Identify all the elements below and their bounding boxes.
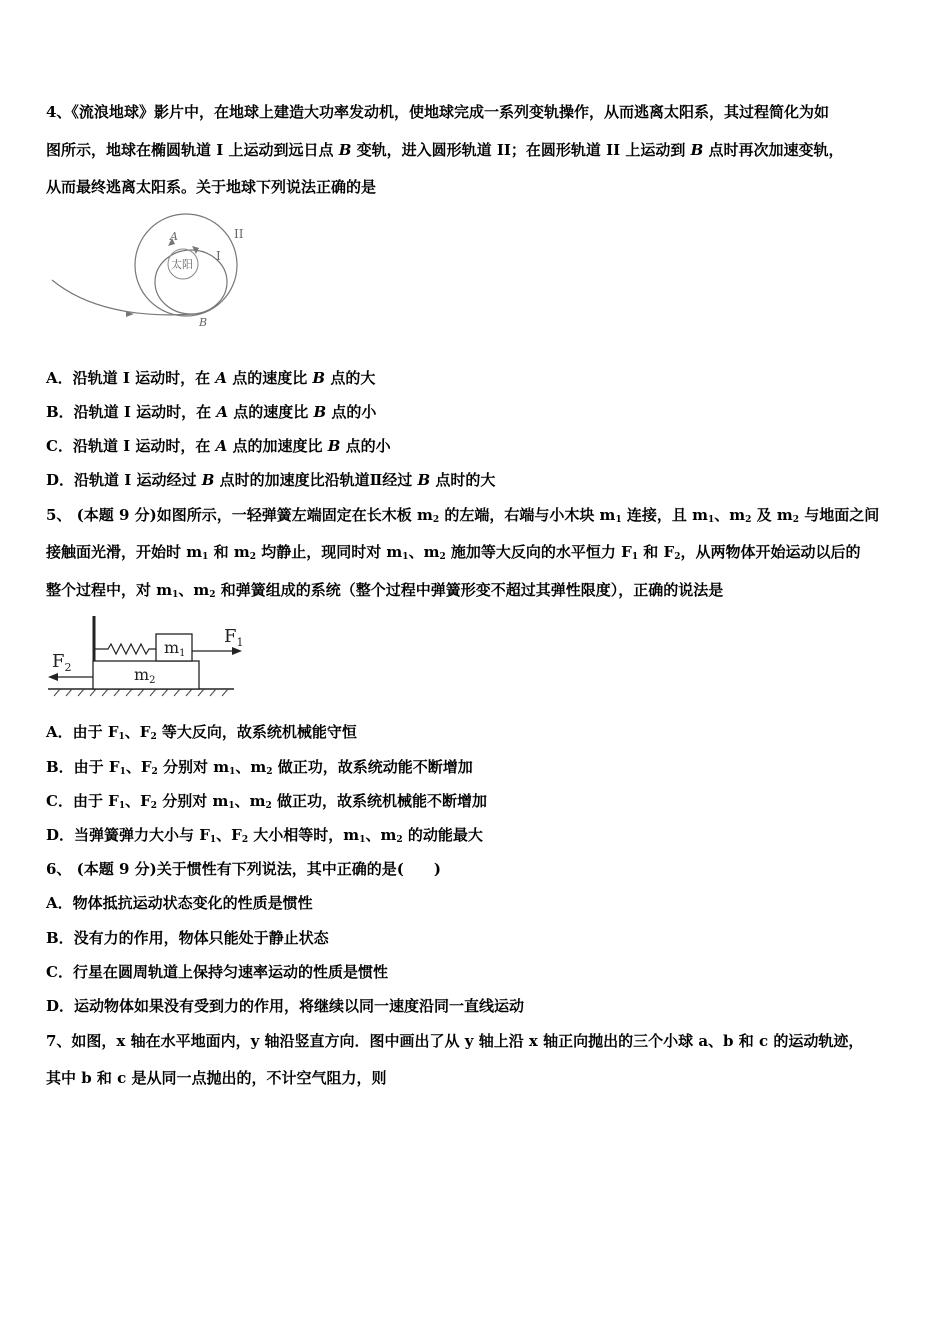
q5-option-c: C．由于 $F_1$、$F_2$ 分别对 $m_1$、$m_2$ 做正功，故系统机械能不断增加	[46, 792, 487, 811]
orbit-diagram	[46, 208, 256, 344]
q4-option-d: D．沿轨道 I 运动经过 B 点时的加速度比沿轨道Ⅱ经过 B 点时的大	[46, 471, 496, 489]
m2-sub: 2	[149, 675, 156, 686]
m1-sub: 1	[179, 648, 186, 659]
q6-option-a: A．物体抵抗运动状态变化的性质是惯性	[46, 894, 313, 912]
q5-option-d: D．当弹簧弹力大小与 $F_1$、$F_2$ 大小相等时，$m_1$、$m_2$ 的动能最大	[46, 826, 483, 845]
spring-block-diagram	[46, 612, 256, 700]
q5-stem-line-3: 整个过程中，对 $m_1$、$m_2$ 和弹簧组成的系统（整个过程中弹簧形变不超过其弹性限度），正确的说法是	[46, 581, 724, 600]
q6-stem: 6、 (本题 9 分)关于惯性有下列说法，其中正确的是( )	[46, 860, 441, 878]
f1-sub: 1	[236, 636, 244, 649]
m1-label: m	[164, 638, 180, 657]
q6-option-b: B．没有力的作用，物体只能处于静止状态	[46, 929, 329, 947]
point-a-label: A	[170, 230, 178, 243]
m2-label: m	[134, 665, 150, 684]
q4-option-c: C．沿轨道 I 运动时，在 A 点的加速度比 B 点的小	[46, 437, 391, 455]
f2-sub: 2	[64, 661, 72, 674]
q4-option-a: A．沿轨道 I 运动时，在 A 点的速度比 B 点的大	[46, 369, 376, 387]
q5-stem-line-2: 接触面光滑，开始时 $m_1$ 和 $m_2$ 均静止，现同时对 $m_1$、$m_2$ 施加等大反向的水平恒力 $F_1$ 和 $F_2$，从两物体开始运动以后的	[46, 543, 861, 562]
orbit-2-label: II	[234, 227, 244, 241]
q5-stem-line-1: 5、 (本题 9 分)如图所示，一轻弹簧左端固定在长木板 $m_2$ 的左端，右端与小木块 $m_1$ 连接，且 $m_1$、$m_2$ 及 $m_2$ 与地面之间	[46, 506, 880, 525]
orbit-1-label: I	[216, 249, 221, 263]
q5-option-b: B．由于 $F_1$、$F_2$ 分别对 $m_1$、$m_2$ 做正功，故系统动能不断增加	[46, 758, 473, 777]
svg-text:F1	[224, 626, 244, 649]
q4-stem-line-2: 图所示，地球在椭圆轨道 I 上运动到远日点 B 变轨，进入圆形轨道 II；在圆形轨道 II 上运动到 B 点时再次加速变轨，	[46, 141, 844, 159]
q4-stem-line-1: 4、《流浪地球》影片中，在地球上建造大功率发动机，使地球完成一系列变轨操作，从而逃离太阳系，其过程简化为如	[46, 103, 829, 121]
f1-label: F	[224, 626, 237, 647]
q5-option-a: A．由于 $F_1$、$F_2$ 等大反向，故系统机械能守恒	[46, 723, 357, 742]
q4-option-b: B．沿轨道 I 运动时，在 A 点的速度比 B 点的小	[46, 403, 377, 421]
q6-option-d: D．运动物体如果没有受到力的作用，将继续以同一速度沿同一直线运动	[46, 997, 525, 1015]
sun-label: 太阳	[171, 258, 193, 271]
q7-stem-line-2: 其中 b 和 c 是从同一点抛出的，不计空气阻力，则	[46, 1069, 387, 1087]
q6-option-c: C．行星在圆周轨道上保持匀速率运动的性质是惯性	[46, 963, 388, 981]
point-b-label: B	[199, 316, 208, 329]
q7-stem-line-1: 7、如图，x 轴在水平地面内，y 轴沿竖直方向．图中画出了从 y 轴上沿 x 轴正向抛出的三个小球 a、b 和 c 的运动轨迹，	[46, 1032, 864, 1050]
q4-stem-line-3: 从而最终逃离太阳系。关于地球下列说法正确的是	[46, 178, 377, 196]
svg-text:F2	[52, 651, 72, 674]
f2-label: F	[52, 651, 65, 672]
